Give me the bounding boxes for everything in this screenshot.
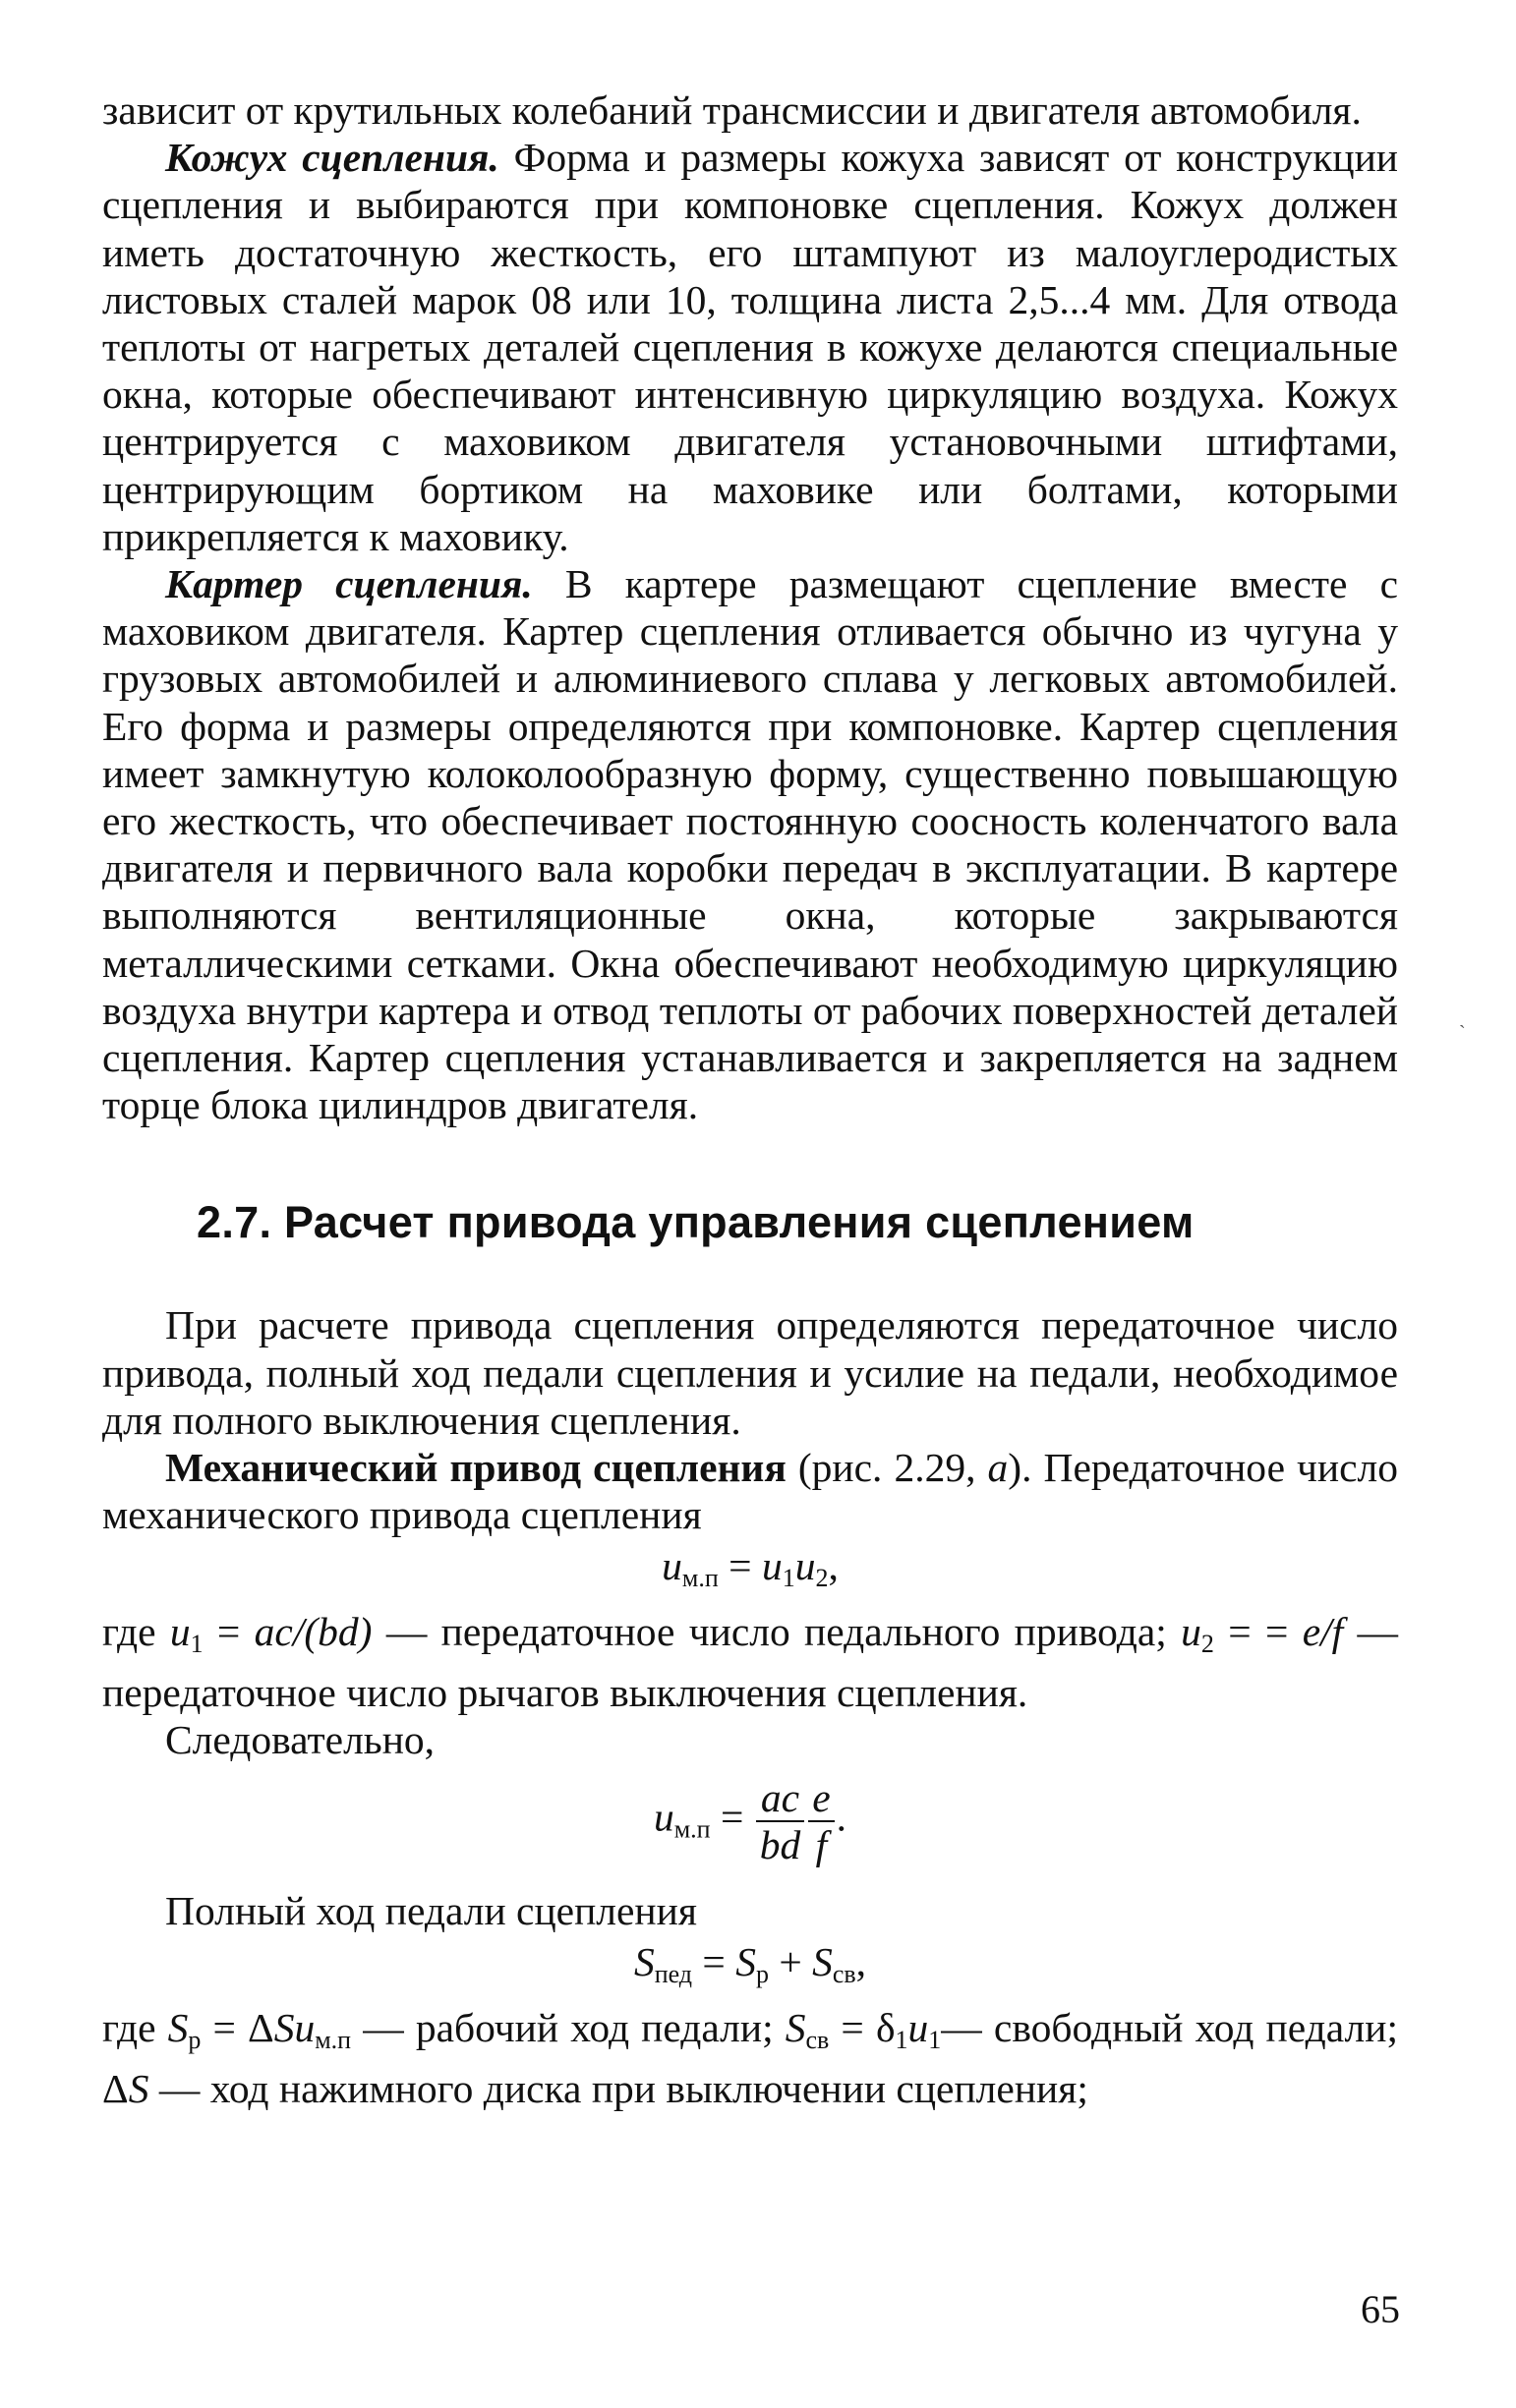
paragraph-mechanical <box>102 1444 1398 1538</box>
page-body <box>102 86 1398 2112</box>
case-text: В картере размещают сцепление вместе с маховиком двигателя. Картер сцепления отливается обычно из чугуна у грузовых автомобилей и алюминиевого сплава у легковых автомобилей. Его форма и размеры определяются при компоновке. Картер сцепления имеет замкнутую колоколообразную форму, существенно повышающую его жесткость, что обеспечивает постоянную соосность коленчатого вала двигателя и первичного вала коробки передач в эксплуатации. В картере выполняются вентиляционные окна, которые закрываются металлическими сетками. Окна обеспечивают необходимую циркуляцию воздуха внутри картера и отвод теплоты от рабочих поверхностей деталей сцепления. Картер сцепления устанавливается и закрепляется на заднем торце блока цилиндров двигателя. <box>102 561 1398 1128</box>
section-title: 2.7. Расчет привода управления сцеплением <box>197 1197 1195 1248</box>
mech-text-1: (рис. 2.29, <box>786 1445 988 1491</box>
paragraph-therefore: Следовательно, <box>165 1716 436 1762</box>
fraction-ac-bd: $\frac{ac}{bd}$ <box>756 1775 805 1867</box>
paragraph-housing <box>102 134 1398 560</box>
paragraph-full-travel: Полный ход педали сцепления <box>165 1888 697 1934</box>
formula-ratio: $u_{м.п} = u_1u_2$, <box>662 1543 839 1593</box>
housing-text: Форма и размеры кожуха зависят от конструкции сцепления и выбираются при компоновке сцепления. Кожух должен иметь достаточную жесткость, его штампуют из малоуглеродистых листовых сталей марок 08 или 10, толщина листа 2,5...4 мм. Для отвода теплоты от нагретых деталей сцепления в кожухе делаются специальные окна, которые обеспечивают интенсивную циркуляцию воздуха. Кожух центрируется с маховиком двигателя установочными штифтами, центрирующим бортиком на маховике или болтами, которыми прикрепляется к маховику. <box>102 135 1399 559</box>
paragraph-case <box>102 560 1398 1128</box>
mech-text-2: ). Передаточное число механического привода сцепления <box>102 1445 1398 1538</box>
heading-case: Картер сцепления. <box>165 561 533 607</box>
fig-letter: а <box>987 1445 1009 1491</box>
formula-pedal-travel: $S_{пед} = S_р + S_{св}$, <box>633 1939 867 1989</box>
paragraph-continuation: зависит от крутильных колебаний трансмиссии и двигателя автомобиля. <box>102 87 1362 133</box>
paragraph-intro: При расчете привода сцепления определяются передаточное число привода, полный ход педали сцепления и усилие на педали, необходимое для полного выключения сцепления. <box>102 1302 1398 1443</box>
stray-mark: ˋ <box>1459 1022 1466 1044</box>
page-number: 65 <box>1361 2287 1400 2331</box>
formula-ratio-expanded: $u_{м.п}$ = $\frac{ac}{bd}$ $\frac{e}{f}$ . <box>653 1775 847 1868</box>
heading-housing: Кожух сцепления. <box>165 135 499 181</box>
heading-mechanical: Механический привод сцепления <box>165 1445 787 1491</box>
paragraph-where-1: где $u_1 = ac/(bd)$ — передаточное число педального привода; $u_2$ = = e/f — передаточное число рычагов выключения сцепления. <box>102 1609 1399 1715</box>
fraction-e-f: $\frac{e}{f}$ <box>808 1775 834 1867</box>
paragraph-where-2: где $S_р = \Delta Su_{м.п}$ — рабочий ход педали; $S_{св}$ = $\delta_1u_1—$ свободный ход педали; ΔS — ход нажимного диска при выключении сцепления; <box>102 2005 1398 2111</box>
